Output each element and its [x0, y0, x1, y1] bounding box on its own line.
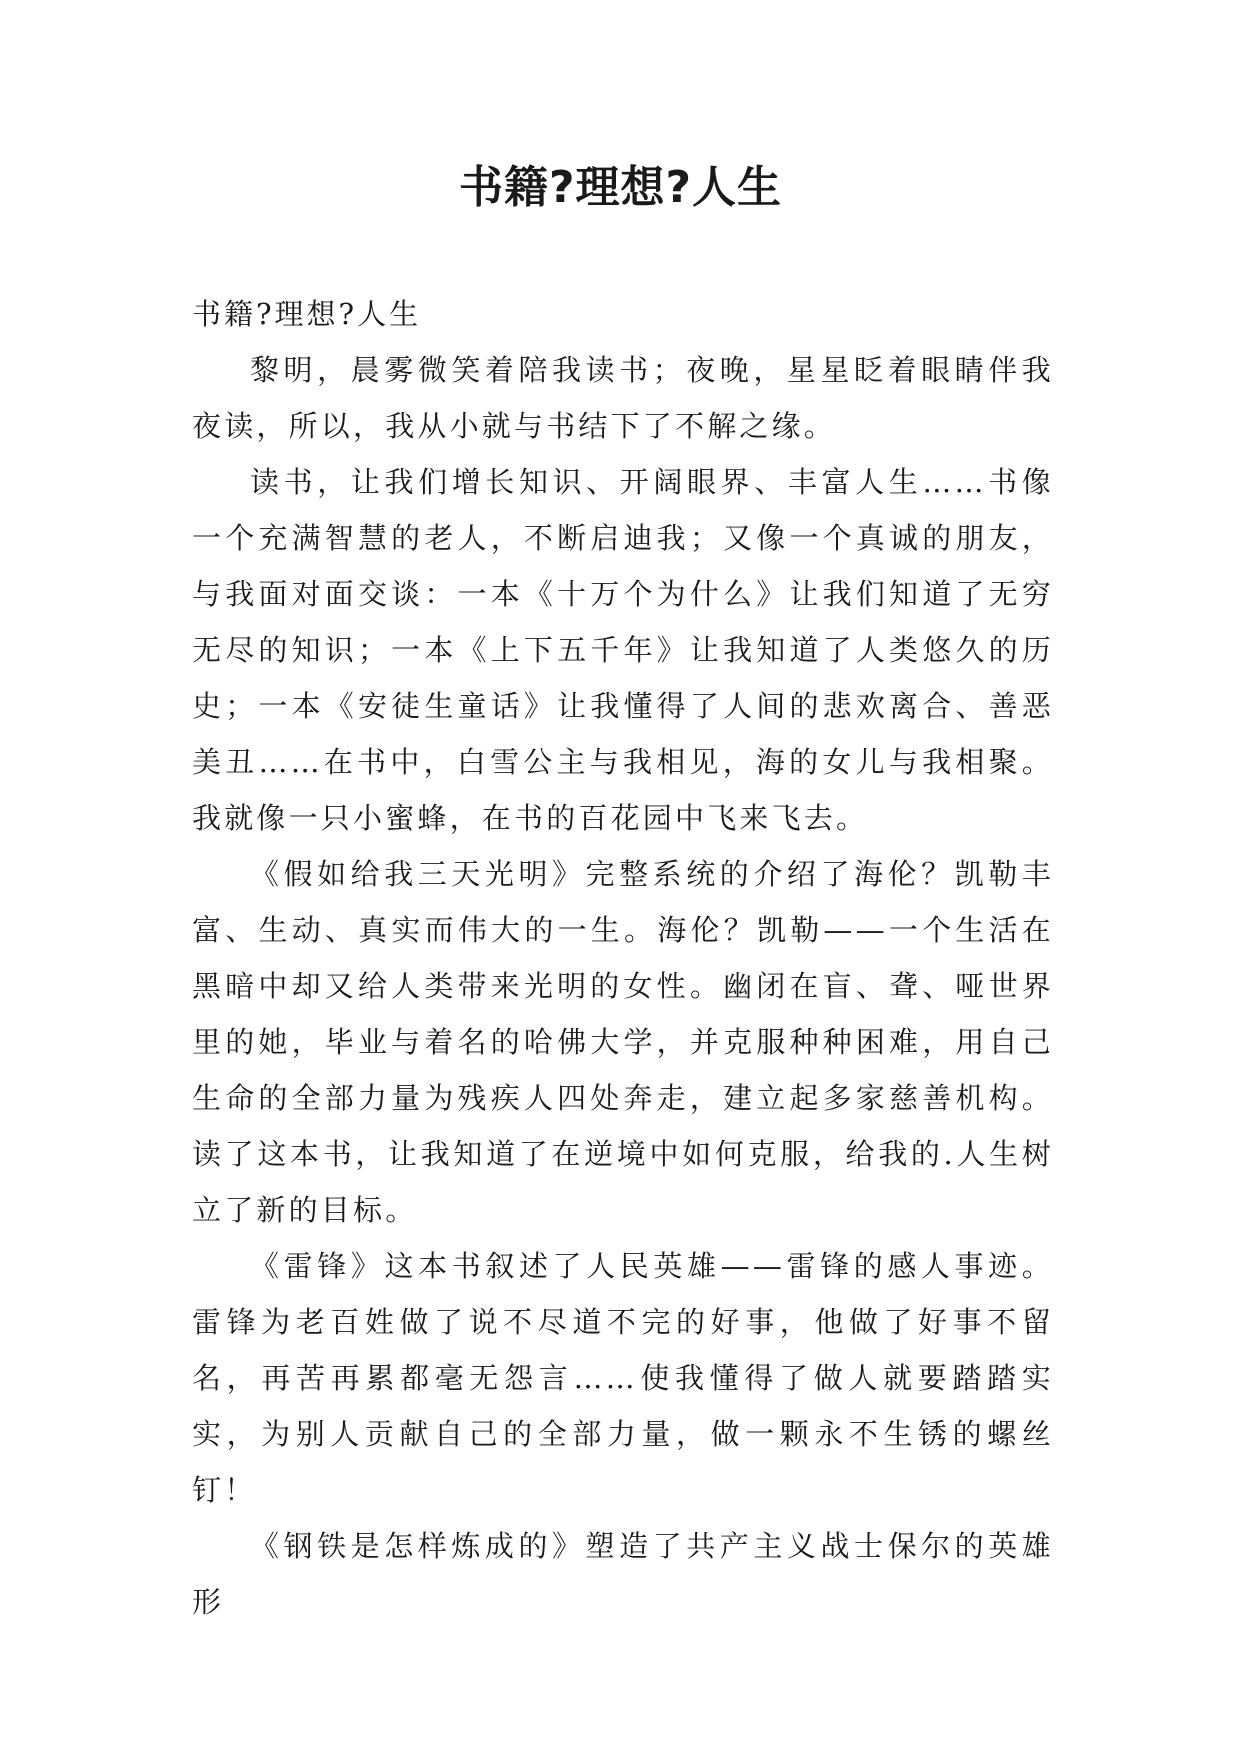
paragraph-3: 《假如给我三天光明》完整系统的介绍了海伦？凯勒丰富、生动、真实而伟大的一生。海伦？凯勒——一个生活在黑暗中却又给人类带来光明的女性。幽闭在盲、聋、哑世界里的她，毕业与着名的哈佛大学，并克服种种困难，用自己生命的全部力量为残疾人四处奔走，建立起多家慈善机构。读了这本书，让我知道了在逆境中如何克服，给我的.人生树立了新的目标。 — [192, 857, 1054, 1227]
paragraph-1: 黎明，晨雾微笑着陪我读书；夜晚，星星眨着眼睛伴我夜读，所以，我从小就与书结下了不解之缘。 — [192, 353, 1054, 443]
paragraph-5: 《钢铁是怎样炼成的》塑造了共产主义战士保尔的英雄形 — [192, 1529, 1054, 1619]
document-title: 书籍?理想?人生 — [458, 162, 783, 213]
document-body — [192, 286, 1054, 1630]
paragraph-4: 《雷锋》这本书叙述了人民英雄——雷锋的感人事迹。雷锋为老百姓做了说不尽道不完的好事，他做了好事不留名，再苦再累都毫无怨言……使我懂得了做人就要踏踏实实，为别人贡献自己的全部力量，做一颗永不生锈的螺丝钉！ — [192, 1249, 1054, 1507]
paragraph-2: 读书，让我们增长知识、开阔眼界、丰富人生……书像一个充满智慧的老人，不断启迪我；又像一个真诚的朋友，与我面对面交谈：一本《十万个为什么》让我们知道了无穷无尽的知识；一本《上下五千年》让我知道了人类悠久的历史；一本《安徒生童话》让我懂得了人间的悲欢离合、善恶美丑……在书中，白雪公主与我相见，海的女儿与我相聚。我就像一只小蜜蜂，在书的百花园中飞来飞去。 — [192, 465, 1054, 835]
document-subtitle: 书籍?理想?人生 — [192, 297, 422, 331]
